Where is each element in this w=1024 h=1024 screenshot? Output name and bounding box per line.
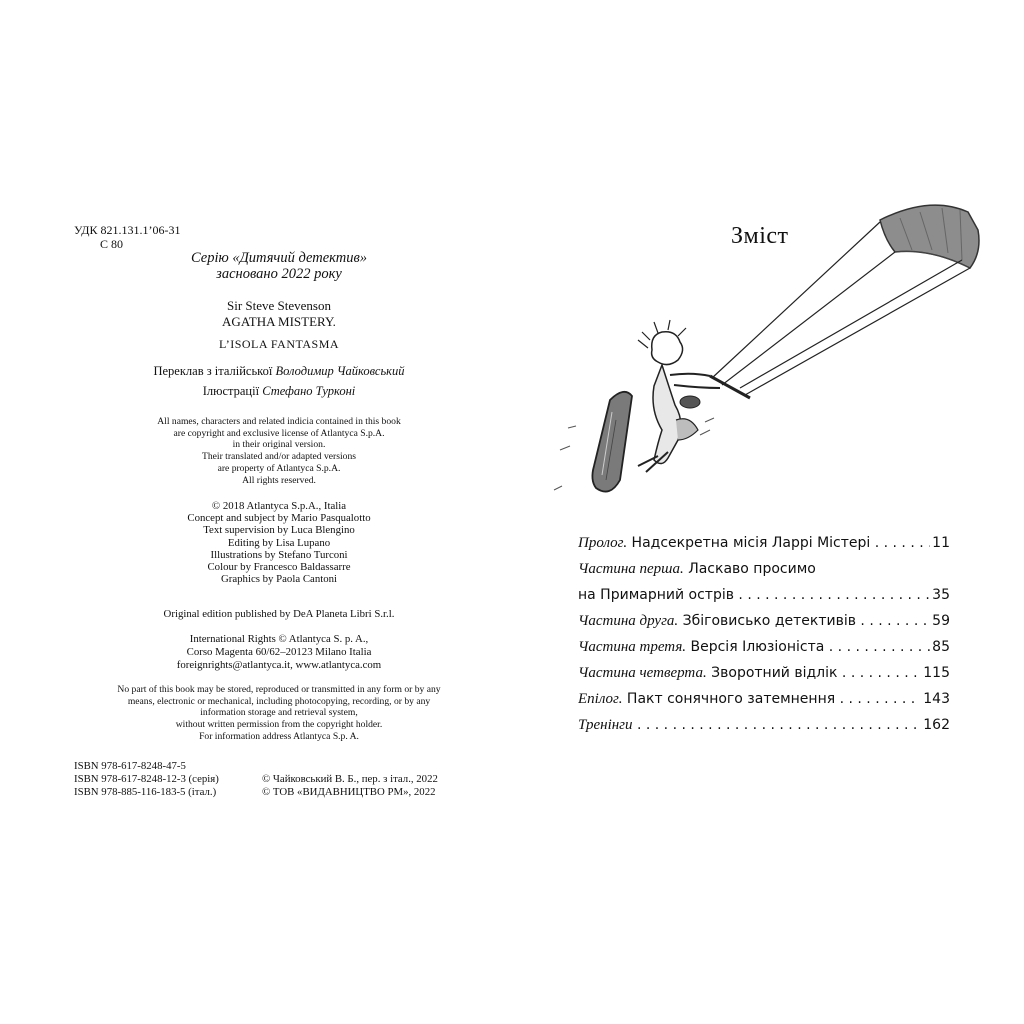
isbn-line: ISBN 978-617-8248-47-5	[74, 760, 186, 772]
credit-line: Colour by Francesco Baldassarre	[207, 561, 351, 574]
book-subtitle: L’ISOLA FANTASMA	[218, 337, 340, 351]
series-line-2: засновано 2022 року	[216, 266, 342, 282]
toc-entry[interactable]	[578, 582, 950, 608]
toc-entry-page: 35	[932, 587, 950, 603]
kitesurfer-illustration	[550, 190, 990, 520]
rights-line: Corso Magenta 60/62–20123 Milano Italia	[186, 646, 372, 658]
toc-entry-title: Версія Ілюзіоніста	[690, 639, 825, 655]
illustrations-label: Ілюстрації	[202, 384, 260, 398]
credits	[100, 500, 458, 585]
original-edition: Original edition published by DeA Planeta Libri S.r.l.	[163, 608, 395, 620]
toc-entry[interactable]	[578, 608, 950, 634]
book-title: AGATHA MISTERY.	[222, 314, 336, 329]
toc-entry[interactable]	[578, 660, 950, 686]
toc-entry-page: 143	[923, 691, 950, 707]
toc-entry-title: Ласкаво просимо	[688, 561, 816, 577]
toc-entry-page: 162	[923, 717, 950, 733]
copyright-notice-line: All names, characters and related indicia contained in this book	[157, 416, 401, 427]
toc-entry-label: Частина третя.	[578, 639, 687, 655]
reproduction-notice	[70, 684, 488, 743]
copyright-notice-line: are copyright and exclusive license of Atlantyca S.p.A.	[173, 427, 385, 439]
isbn-line: ISBN 978-885-116-183-5 (італ.)	[74, 786, 217, 798]
series-line-1: Серію «Дитячий детектив»	[190, 250, 367, 266]
notice-line: means, electronic or mechanical, including photocopying, recording, or by any	[127, 695, 431, 707]
toc-entry-title: Пакт сонячного затемнення	[626, 691, 836, 707]
toc-entry-label: Епілог.	[578, 691, 623, 707]
udk-code: УДК 821.131.1’06-31	[74, 223, 181, 237]
translation-credits	[120, 361, 438, 401]
table-of-contents	[578, 530, 950, 738]
kite-icon	[880, 205, 979, 268]
translation-label: Переклав з італійської	[153, 364, 273, 378]
toc-entry[interactable]	[578, 686, 950, 712]
translator: Володимир Чайковський	[275, 364, 405, 378]
toc-entry-title: на Примарний острів	[578, 587, 734, 603]
toc-entry-label: Тренінги	[578, 717, 633, 733]
illustrator: Стефано Турконі	[262, 384, 356, 398]
credit-line: Illustrations by Stefano Turconi	[210, 548, 348, 561]
credit-line: Graphics by Paola Cantoni	[220, 573, 338, 586]
copyright-notice-line: in their original version.	[232, 439, 326, 451]
translation-line	[120, 361, 438, 381]
rights-line: International Rights © Atlantyca S. p. A.,	[189, 633, 369, 645]
toc-entry-page: 11	[932, 535, 950, 551]
credit-line: Text supervision by Luca Blengino	[203, 524, 355, 537]
rights-line: foreignrights@atlantyca.it, www.atlantyca.com	[176, 659, 382, 671]
copyright-notice	[100, 416, 458, 486]
notice-line: No part of this book may be stored, reproduced or transmitted in any form or by any	[117, 684, 441, 695]
illustrations-line	[120, 381, 438, 401]
toc-entry-page: 115	[923, 665, 950, 681]
rights-block	[100, 633, 458, 672]
rider-icon	[638, 320, 720, 472]
copyright-notice-line: Their translated and/or adapted versions	[202, 451, 356, 463]
toc-title: Зміст	[731, 223, 789, 249]
udk-block	[74, 223, 180, 251]
toc-entry-label: Частина перша.	[578, 561, 684, 577]
copyright-notice-line: are property of Atlantyca S.p.A.	[217, 462, 341, 474]
credit-line: © 2018 Atlantyca S.p.A., Italia	[211, 500, 347, 512]
book-title-block	[150, 298, 408, 352]
copyright-ua-line: © ТОВ «ВИДАВНИЦТВО РМ», 2022	[262, 786, 436, 798]
author: Sir Steve Stevenson	[227, 298, 331, 313]
toc-entry-label: Частина друга.	[578, 613, 679, 629]
isbn-line: ISBN 978-617-8248-12-3 (серія)	[74, 773, 219, 785]
notice-line: information storage and retrieval system,	[200, 707, 358, 719]
toc-entry-label: Частина четверта.	[578, 665, 707, 681]
notice-line: without written permission from the copyright holder.	[175, 719, 383, 731]
credit-line: Editing by Lisa Lupano	[227, 536, 331, 549]
toc-entry[interactable]	[578, 530, 950, 556]
toc-entry-page: 85	[932, 639, 950, 655]
toc-entry-page: 59	[932, 613, 950, 629]
credit-line: Concept and subject by Mario Pasqualotto	[187, 512, 371, 525]
toc-entry[interactable]	[578, 556, 950, 582]
toc-entry[interactable]	[578, 634, 950, 660]
copyright-notice-line: All rights reserved.	[242, 474, 316, 486]
toc-entry-title: Збіговисько детективів	[682, 613, 856, 629]
toc-entry-title: Зворотний відлік	[711, 665, 838, 681]
toc-entry[interactable]	[578, 712, 950, 738]
isbn-block	[74, 760, 219, 799]
toc-entry-title: Надсекретна місія Ларрі Містері	[631, 535, 871, 551]
bbk-code: С 80	[100, 237, 124, 251]
toc-entry-label: Пролог.	[578, 535, 628, 551]
series-info	[150, 250, 408, 282]
copyright-ua-line: © Чайковський В. Б., пер. з італ., 2022	[262, 773, 438, 785]
kiteboard-icon	[592, 392, 632, 492]
copyright-ua	[262, 773, 438, 799]
notice-line: For information address Atlantyca S.p. A.	[199, 730, 359, 742]
